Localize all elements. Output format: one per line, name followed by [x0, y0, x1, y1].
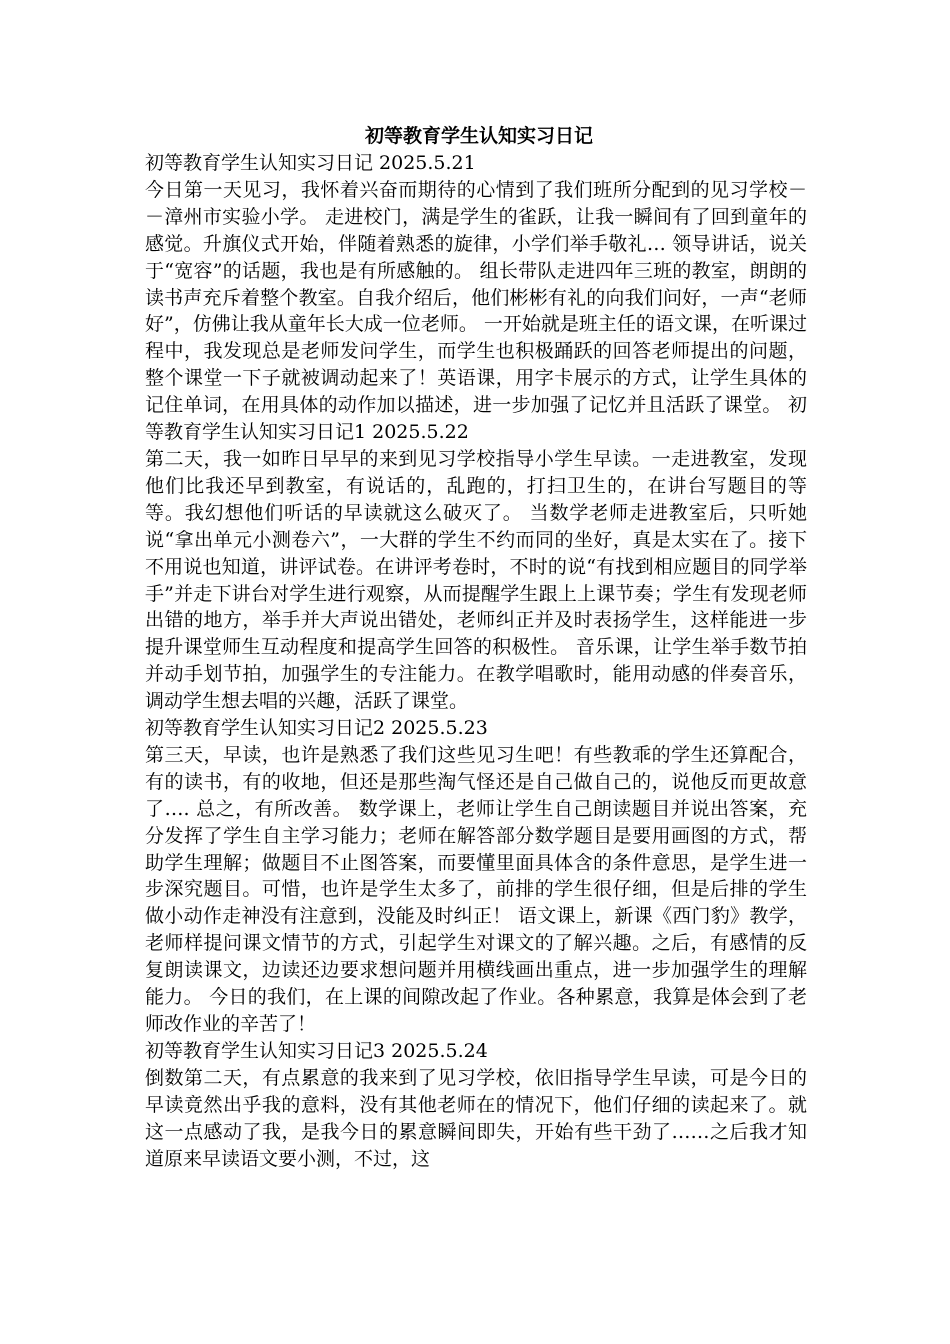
diary-entry-4	[145, 1038, 807, 1173]
document-page	[145, 122, 807, 1172]
entry-heading: 初等教育学生认知实习日记3 2025.5.24	[145, 1039, 488, 1062]
diary-entry-3	[145, 715, 807, 1038]
entry-heading: 初等教育学生认知实习日记 2025.5.21	[145, 152, 476, 174]
entry-heading: 初等教育学生认知实习日记2 2025.5.23	[145, 717, 488, 740]
entry-body: 今日第一天见习，我怀着兴奋而期待的心情到了我们班所分配到的见习学校－－漳州市实验小学。 走进校门，满是学生的雀跃，让我一瞬间有了回到童年的感觉。升旗仪式开始，伴随着熟悉的旋律，小学们举手敬礼… 领导讲话，说关于“宽容”的话题，我也是有所感触的。 组长带队走进四年三班的教室，朗朗的读书声充斥着整个教室。自我介绍后，他们彬彬有礼的向我们问好，一声“老师好”，仿佛让我从童年长大成一位老师。 一开始就是班主任的语文课，在听课过程中，我发现总是老师发问学生，而学生也积极踊跃的回答老师提出的问题，整个课堂一下子就被调动起来了！英语课，用字卡展示的方式，让学生具体的记住单词，在用具体的动作加以描述，进一步加强了记忆并且活跃了课堂。 初等教育学生认知实习日记1 2025.5.22	[145, 178, 807, 444]
entry-body: 倒数第二天，有点累意的我来到了见习学校，依旧指导学生早读，可是今日的早读竟然出乎我的意料，没有其他老师在的情况下，他们仔细的读起来了。就这一点感动了我，是我今日的累意瞬间即失，开始有些干劲了……之后我才知道原来早读语文要小测，不过，这	[145, 1066, 807, 1170]
document-title: 初等教育学生认知实习日记	[364, 125, 593, 147]
entry-body: 第二天，我一如昨日早早的来到见习学校指导小学生早读。一走进教室，发现他们比我还早到教室，有说话的，乱跑的，打扫卫生的，在讲台写题目的等等。我幻想他们听话的早读就这么破灭了。 当数学老师走进教室后，只听她说“拿出单元小测卷六”，一大群的学生不约而同的坐好，真是太实在了。接下不用说也知道，讲评试卷。在讲评考卷时，不时的说“有找到相应题目的同学举手”并走下讲台对学生进行观察，从而提醒学生跟上上课节奏；学生有发现老师出错的地方，举手并大声说出错处，老师纠正并及时表扬学生，这样能进一步提升课堂师生互动程度和提高学生回答的积极性。 音乐课，让学生举手数节拍并动手划节拍，加强学生的专注能力。在教学唱歌时，能用动感的伴奏音乐，调动学生想去唱的兴趣，活跃了课堂。	[145, 447, 807, 713]
entry-body: 第三天，早读，也许是熟悉了我们这些见习生吧！有些教乖的学生还算配合，有的读书，有的收地，但还是那些淘气怪还是自己做自己的，说他反而更故意了…. 总之，有所改善。 数学课上，老师让学生自己朗读题目并说出答案，充分发挥了学生自主学习能力；老师在解答部分数学题目是要用画图的方式，帮助学生理解；做题目不止图答案，而要懂里面具体含的条件意思，是学生进一步深究题目。可惜，也许是学生太多了，前排的学生很仔细，但是后排的学生做小动作走神没有注意到，没能及时纠正！ 语文课上，新课《西门豹》教学，老师样提问课文情节的方式，引起学生对课文的了解兴趣。之后，有感情的反复朗读课文，边读还边要求想问题并用横线画出重点，进一步加强学生的理解能力。 今日的我们，在上课的间隙改起了作业。各种累意，我算是体会到了老师改作业的辛苦了！	[145, 743, 807, 1035]
diary-entry-2	[145, 446, 807, 715]
diary-entry-1	[145, 150, 807, 446]
